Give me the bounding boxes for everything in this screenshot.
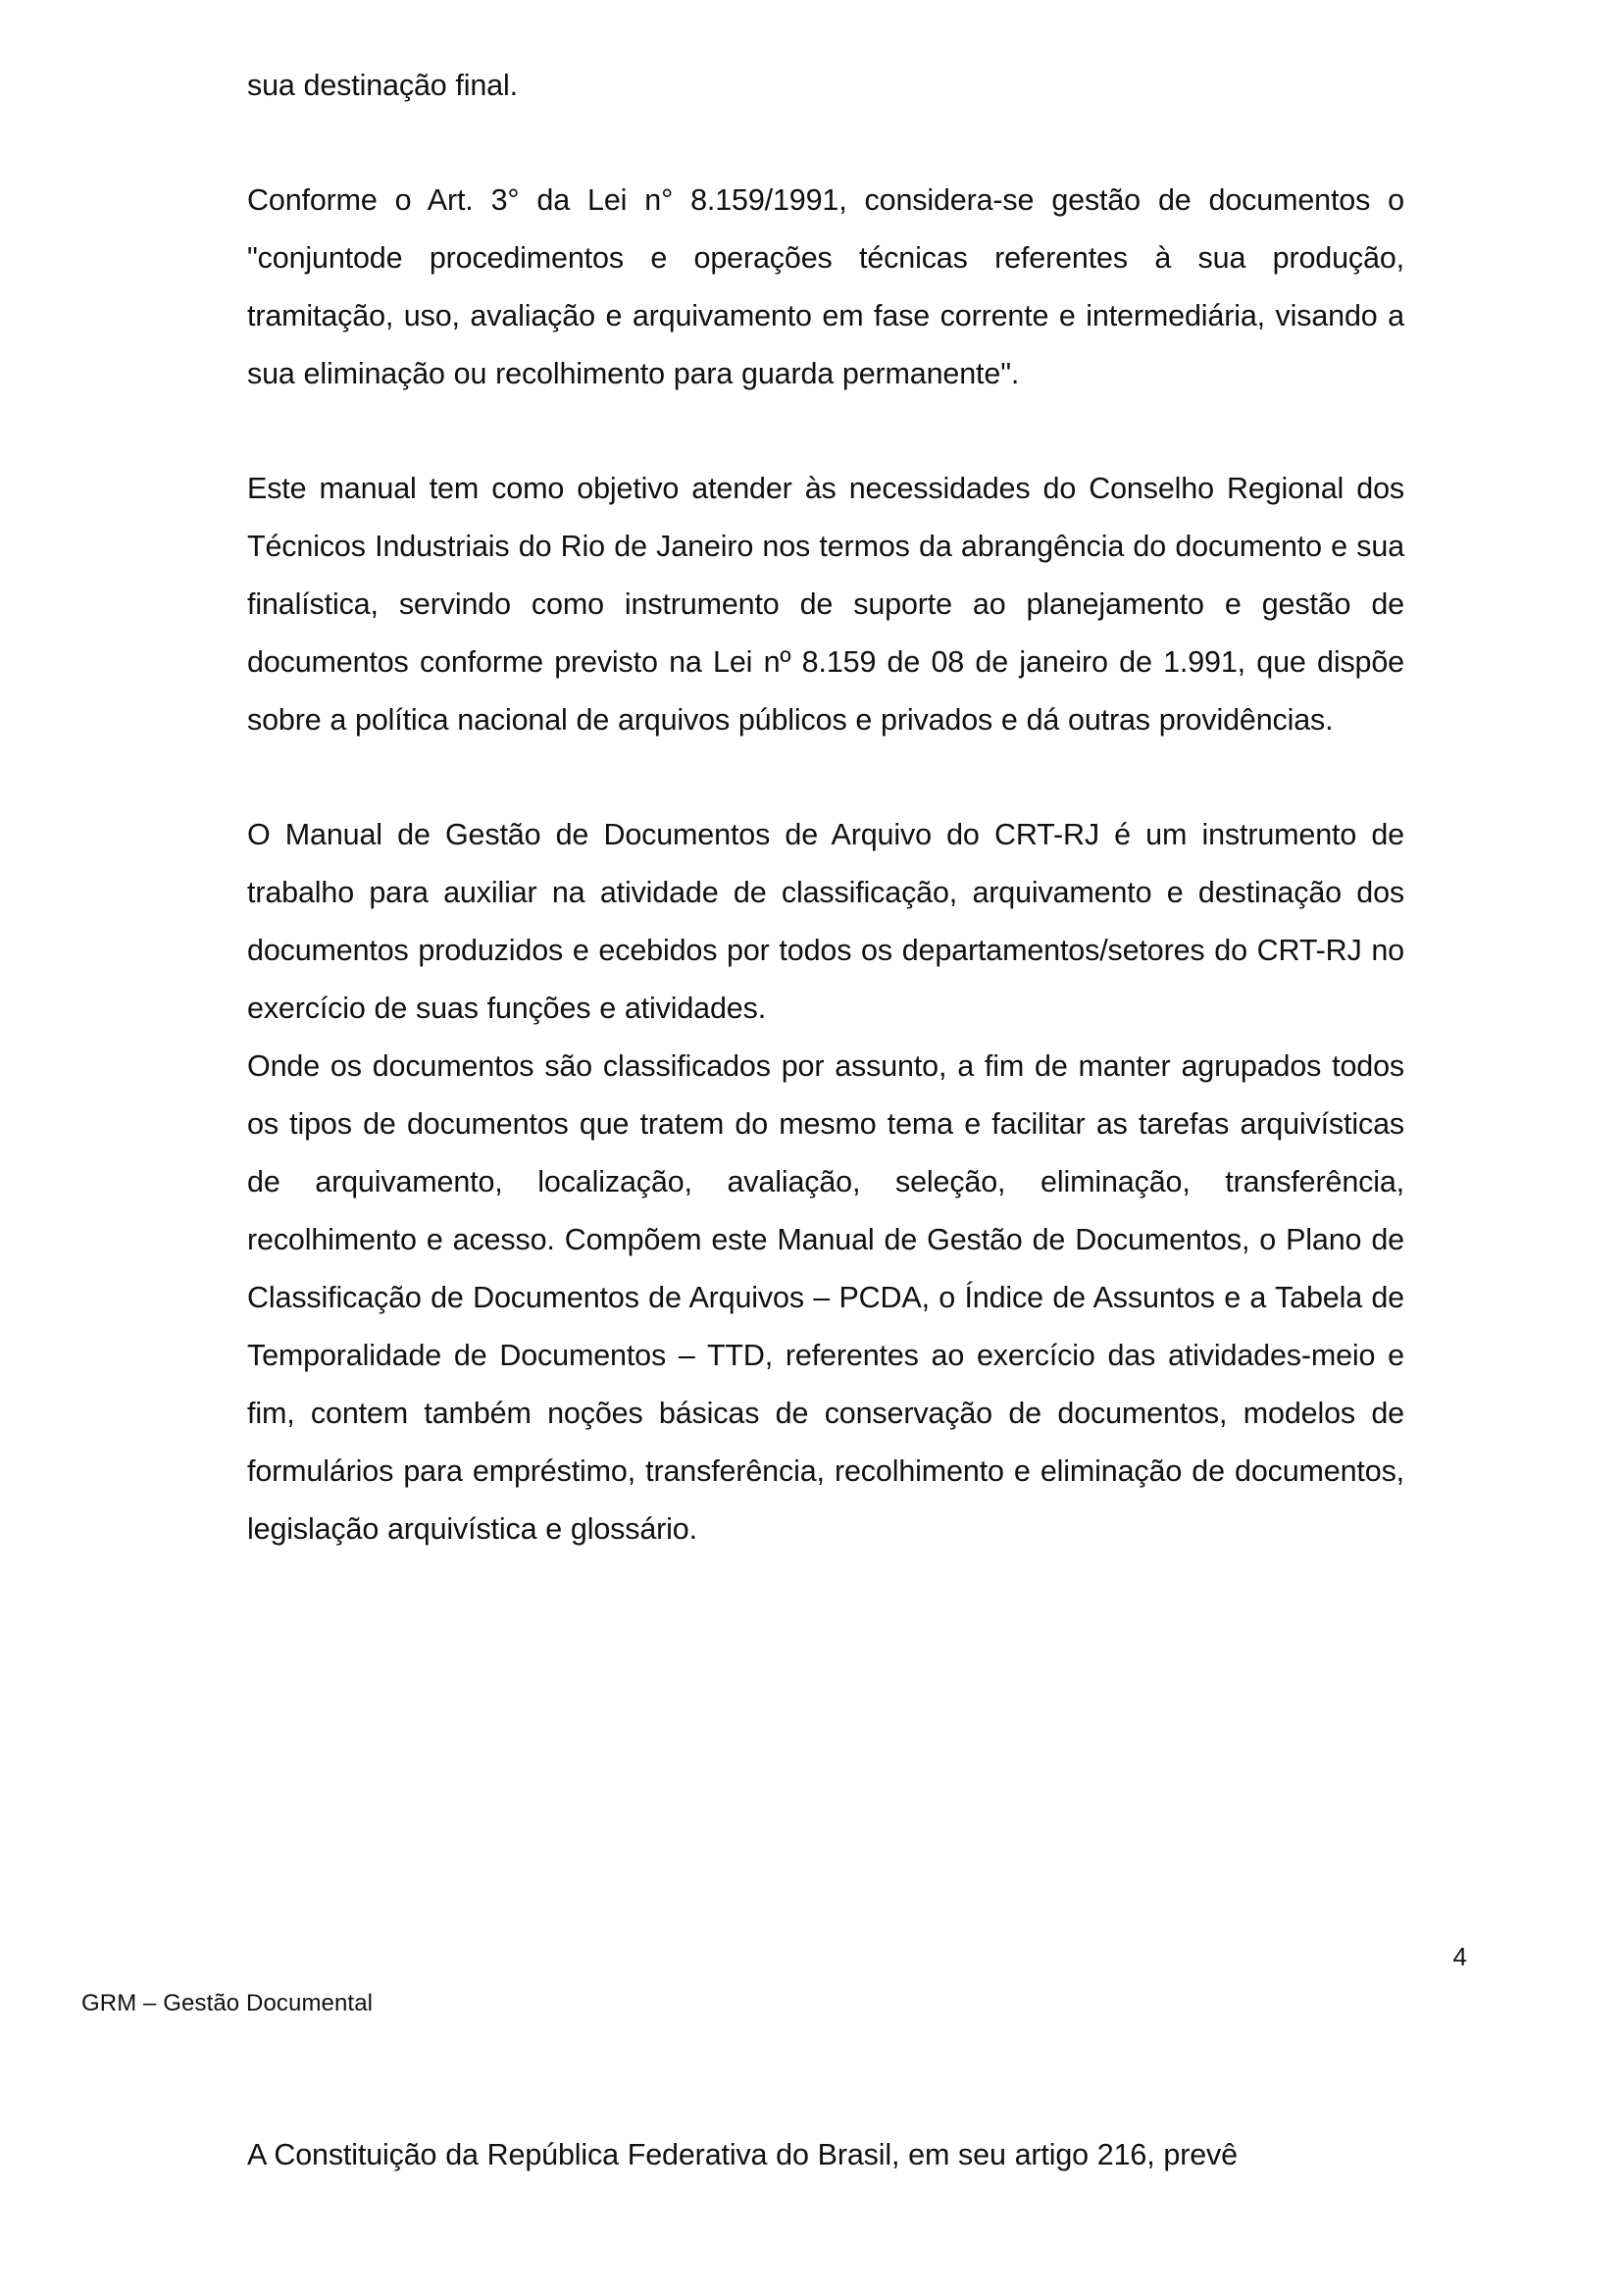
page-body-text <box>247 0 1404 1558</box>
top-spacer <box>247 0 1404 57</box>
paragraph-constituicao: A Constituição da República Federativa do Brasil, em seu artigo 216, prevê <box>247 2138 1238 2171</box>
paragraph-objetivo-manual: Este manual tem como objetivo atender às necessidades do Conselho Regional dos Técnicos Industriais do Rio de Janeiro nos termos da abrangência do documento e sua finalística, servindo como instrumento de suporte ao planejamento e gestão de documentos conforme previsto na Lei nº 8.159 de 08 de janeiro de 1.991, que dispõe sobre a política nacional de arquivos públicos e privados e dá outras providências. <box>247 472 1404 737</box>
paragraph-gap <box>247 115 1404 172</box>
paragraph-classificacao-assunto: Onde os documentos são classificados por assunto, a fim de manter agrupados todos os tipos de documentos que tratem do mesmo tema e facilitar as tarefas arquivísticas de arquivamento, localização, avaliação, seleção, eliminação, transferência, recolhimento e acesso. Compõem este Manual de Gestão de Documentos, o Plano de Classificação de Documentos de Arquivos – PCDA, o Índice de Assuntos e a Tabela de Temporalidade de Documentos – TTD, referentes ao exercício das atividades-meio e fim, contem também noções básicas de conservação de documentos, modelos de formulários para empréstimo, transferência, recolhimento e eliminação de documentos, legislação arquivística e glossário. <box>247 1049 1404 1546</box>
paragraph-continuation: sua destinação final. <box>247 69 518 102</box>
page-footer <box>0 1942 1624 2060</box>
footer-note: GRM – Gestão Documental <box>81 1990 374 2016</box>
paragraph-gap <box>247 403 1404 460</box>
paragraph-manual-crtrj: O Manual de Gestão de Documentos de Arquivo do CRT-RJ é um instrumento de trabalho para auxiliar na atividade de classificação, arquivamento e destinação dos documentos produzidos e ecebidos por todos os departamentos/setores do CRT-RJ no exercício de suas funções e atividades. <box>247 818 1404 1025</box>
paragraph-gap <box>247 749 1404 806</box>
page-number: 4 <box>1452 1942 1467 1971</box>
next-section-text <box>247 2126 1404 2184</box>
paragraph-art3-lei-8159: Conforme o Art. 3° da Lei n° 8.159/1991, considera-se gestão de documentos o "conjuntode procedimentos e operações técnicas referentes à sua produção, tramitação, uso, avaliação e arquivamento em fase corrente e intermediária, visando a sua eliminação ou recolhimento para guarda permanente". <box>247 183 1404 390</box>
